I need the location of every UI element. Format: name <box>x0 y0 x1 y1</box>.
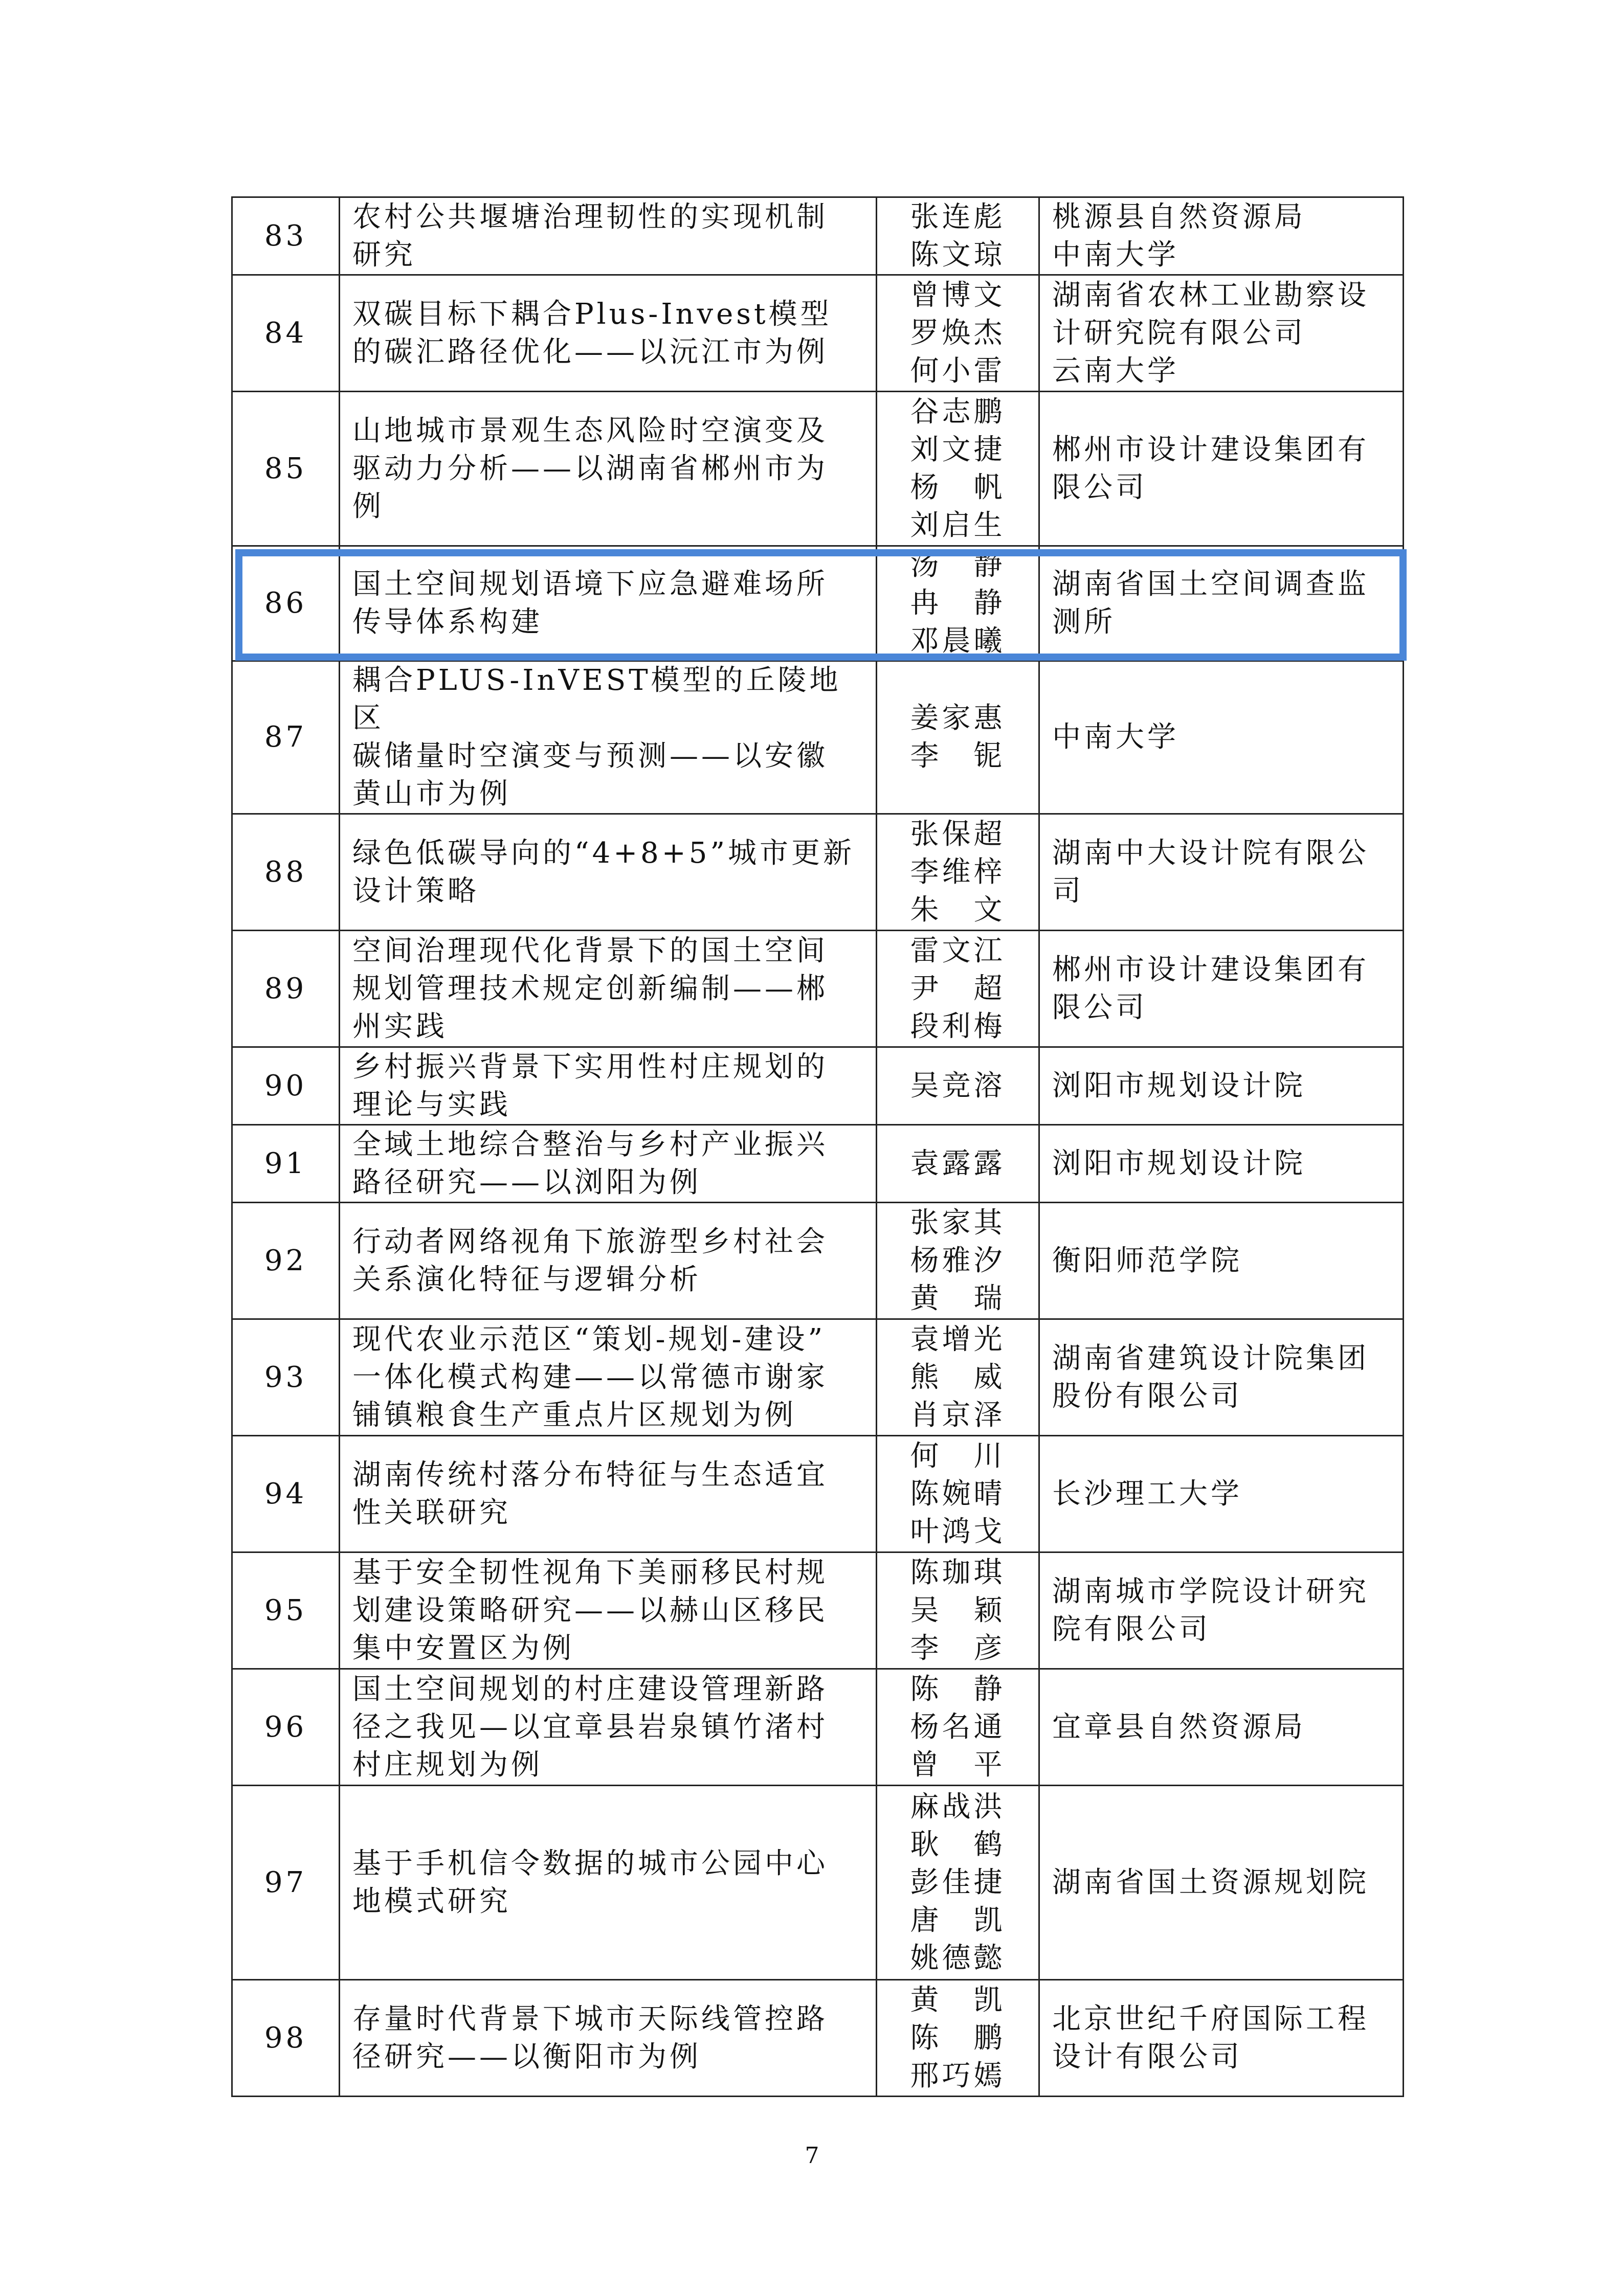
authors-line: 耿 鹤 <box>910 1828 1006 1861</box>
authors-line: 熊 威 <box>910 1360 1006 1394</box>
authors-cell <box>877 1786 1039 1980</box>
table-row <box>232 275 1404 392</box>
authors-line: 段利梅 <box>910 1009 1006 1043</box>
organization-cell <box>1039 1125 1404 1203</box>
authors-line: 陈文琼 <box>910 238 1006 272</box>
authors-cell <box>877 275 1039 392</box>
row-number-cell: 98 <box>232 1980 340 2097</box>
authors-cell <box>877 392 1039 546</box>
organization-cell <box>1039 1436 1404 1552</box>
paper-title-line: 性关联研究 <box>352 1496 511 1529</box>
authors-line: 何 川 <box>910 1439 1006 1473</box>
paper-title-line: 的碳汇路径优化——以沅江市为例 <box>352 335 828 369</box>
organization-line: 股份有限公司 <box>1052 1379 1242 1413</box>
organization-cell <box>1039 814 1404 931</box>
authors-cell <box>877 197 1039 275</box>
paper-title-line: 路径研究——以浏阳为例 <box>352 1165 701 1199</box>
table-row <box>232 814 1404 931</box>
paper-title-line: 双碳目标下耦合Plus-Invest模型 <box>352 297 832 331</box>
paper-title-cell <box>340 1980 877 2097</box>
paper-title-cell <box>340 1319 877 1436</box>
authors-cell <box>877 661 1039 814</box>
authors-line: 朱 文 <box>910 893 1006 927</box>
organization-line: 湖南省国土资源规划院 <box>1052 1865 1369 1899</box>
organization-line: 郴州市设计建设集团有 <box>1052 433 1369 466</box>
organization-line: 宜章县自然资源局 <box>1052 1710 1306 1744</box>
organization-line: 设计有限公司 <box>1052 2040 1242 2074</box>
paper-title-line: 关系演化特征与逻辑分析 <box>352 1263 701 1296</box>
authors-cell <box>877 1203 1039 1319</box>
row-number-cell: 89 <box>232 931 340 1047</box>
authors-line: 麻战洪 <box>910 1790 1006 1824</box>
organization-line: 湖南省建筑设计院集团 <box>1052 1341 1369 1375</box>
organization-line: 衡阳师范学院 <box>1052 1244 1242 1277</box>
organization-line: 云南大学 <box>1052 354 1179 388</box>
authors-line: 杨 帆 <box>910 470 1006 504</box>
organization-cell <box>1039 1203 1404 1319</box>
authors-line: 罗焕杰 <box>910 316 1006 350</box>
row-number-cell: 86 <box>232 546 340 661</box>
authors-line: 何小雷 <box>910 354 1006 388</box>
paper-title-line: 基于安全韧性视角下美丽移民村规 <box>352 1556 828 1589</box>
table-row <box>232 1047 1404 1125</box>
row-number-cell: 93 <box>232 1319 340 1436</box>
organization-line: 浏阳市规划设计院 <box>1052 1146 1306 1180</box>
authors-line: 李 铌 <box>910 739 1006 773</box>
organization-line: 郴州市设计建设集团有 <box>1052 953 1369 986</box>
paper-title-line: 存量时代背景下城市天际线管控路 <box>352 2002 828 2036</box>
organization-cell <box>1039 1319 1404 1436</box>
organization-line: 限公司 <box>1052 991 1147 1024</box>
table-row <box>232 1669 1404 1786</box>
paper-title-cell <box>340 392 877 546</box>
paper-title-line: 耦合PLUS-InVEST模型的丘陵地区 <box>352 664 841 735</box>
row-number-cell: 95 <box>232 1552 340 1669</box>
row-number-cell: 85 <box>232 392 340 546</box>
paper-title-line: 例 <box>352 489 384 523</box>
authors-line: 冉 静 <box>910 587 1006 620</box>
authors-line: 彭佳捷 <box>910 1865 1006 1899</box>
authors-line: 谷志鹏 <box>910 395 1006 429</box>
authors-line: 黄 凯 <box>910 1983 1006 2017</box>
authors-line: 袁露露 <box>910 1146 1006 1180</box>
paper-title-cell <box>340 931 877 1047</box>
table-body <box>232 197 1404 2097</box>
row-number-cell: 87 <box>232 661 340 814</box>
row-number-cell: 83 <box>232 197 340 275</box>
organization-line: 桃源县自然资源局 <box>1052 200 1306 234</box>
row-number-cell: 94 <box>232 1436 340 1552</box>
paper-title-line: 行动者网络视角下旅游型乡村社会 <box>352 1225 828 1258</box>
authors-cell <box>877 1552 1039 1669</box>
paper-title-line: 铺镇粮食生产重点片区规划为例 <box>352 1398 796 1432</box>
table-row <box>232 1980 1404 2097</box>
row-number-cell: 88 <box>232 814 340 931</box>
paper-title-line: 集中安置区为例 <box>352 1631 574 1665</box>
paper-title-line: 设计策略 <box>352 874 479 908</box>
paper-title-cell <box>340 1436 877 1552</box>
paper-title-line: 驱动力分析——以湖南省郴州市为 <box>352 452 828 485</box>
row-number-cell: 91 <box>232 1125 340 1203</box>
table-row <box>232 1436 1404 1552</box>
paper-title-line: 全域土地综合整治与乡村产业振兴 <box>352 1128 828 1161</box>
authors-line: 李 彦 <box>910 1631 1006 1665</box>
organization-line: 限公司 <box>1052 470 1147 504</box>
organization-cell <box>1039 546 1404 661</box>
table-row <box>232 197 1404 275</box>
organization-cell <box>1039 197 1404 275</box>
authors-cell <box>877 546 1039 661</box>
authors-line: 张连彪 <box>910 200 1006 234</box>
organization-cell <box>1039 931 1404 1047</box>
authors-line: 张保超 <box>910 817 1006 851</box>
table-row <box>232 1786 1404 1980</box>
authors-line: 陈婉晴 <box>910 1477 1006 1511</box>
paper-title-line: 黄山市为例 <box>352 777 511 811</box>
authors-line: 邓晨曦 <box>910 624 1006 658</box>
table-row <box>232 1203 1404 1319</box>
paper-title-cell <box>340 275 877 392</box>
organization-line: 中南大学 <box>1052 721 1179 754</box>
organization-cell <box>1039 1786 1404 1980</box>
row-number-cell: 90 <box>232 1047 340 1125</box>
authors-line: 黄 瑞 <box>910 1281 1006 1315</box>
paper-title-cell <box>340 1552 877 1669</box>
table-row <box>232 1319 1404 1436</box>
paper-title-line: 绿色低碳导向的“4+8+5”城市更新 <box>352 836 855 870</box>
authors-line: 雷文江 <box>910 934 1006 967</box>
paper-title-cell <box>340 661 877 814</box>
organization-line: 湖南省国土空间调查监 <box>1052 568 1369 601</box>
organization-line: 湖南省农林工业勘察设 <box>1052 278 1369 312</box>
authors-line: 吴竞溶 <box>910 1069 1006 1102</box>
paper-title-line: 传导体系构建 <box>352 605 543 639</box>
authors-line: 李维梓 <box>910 855 1006 889</box>
organization-line: 司 <box>1052 874 1084 908</box>
organization-line: 院有限公司 <box>1052 1612 1211 1646</box>
organization-line: 浏阳市规划设计院 <box>1052 1069 1306 1102</box>
paper-title-line: 规划管理技术规定创新编制——郴 <box>352 972 828 1005</box>
paper-title-line: 碳储量时空演变与预测——以安徽 <box>352 739 828 773</box>
authors-line: 刘启生 <box>910 508 1006 542</box>
authors-line: 肖京泽 <box>910 1398 1006 1432</box>
table-row <box>232 392 1404 546</box>
paper-title-cell <box>340 814 877 931</box>
paper-title-line: 国土空间规划的村庄建设管理新路 <box>352 1672 828 1706</box>
paper-title-cell <box>340 1125 877 1203</box>
paper-title-line: 研究 <box>352 238 416 272</box>
page-number: 7 <box>805 2143 819 2169</box>
authors-line: 曾博文 <box>910 278 1006 312</box>
authors-line: 尹 超 <box>910 972 1006 1005</box>
authors-cell <box>877 1047 1039 1125</box>
row-number-cell: 96 <box>232 1669 340 1786</box>
authors-cell <box>877 814 1039 931</box>
row-number-cell: 84 <box>232 275 340 392</box>
award-list-table <box>231 196 1404 2097</box>
paper-title-cell <box>340 1047 877 1125</box>
authors-cell <box>877 1125 1039 1203</box>
authors-cell <box>877 1436 1039 1552</box>
row-number-cell: 97 <box>232 1786 340 1980</box>
authors-cell <box>877 1980 1039 2097</box>
table-row <box>232 1125 1404 1203</box>
table-row <box>232 661 1404 814</box>
paper-title-line: 划建设策略研究——以赫山区移民 <box>352 1593 828 1627</box>
organization-line: 测所 <box>1052 605 1116 639</box>
authors-line: 唐 凯 <box>910 1903 1006 1937</box>
authors-line: 叶鸿戈 <box>910 1515 1006 1548</box>
paper-title-line: 农村公共堰塘治理韧性的实现机制 <box>352 200 828 234</box>
authors-line: 汤 静 <box>910 549 1006 582</box>
organization-cell <box>1039 1669 1404 1786</box>
organization-line: 计研究院有限公司 <box>1052 316 1306 350</box>
paper-title-cell <box>340 1203 877 1319</box>
organization-line: 湖南中大设计院有限公 <box>1052 836 1369 870</box>
paper-title-line: 径研究——以衡阳市为例 <box>352 2040 701 2074</box>
authors-line: 姚德懿 <box>910 1941 1006 1975</box>
row-number-cell: 92 <box>232 1203 340 1319</box>
paper-title-line: 一体化模式构建——以常德市谢家 <box>352 1360 828 1394</box>
organization-cell <box>1039 392 1404 546</box>
organization-line: 中南大学 <box>1052 238 1179 272</box>
authors-line: 陈 鹏 <box>910 2021 1006 2055</box>
organization-cell <box>1039 1980 1404 2097</box>
authors-line: 陈珈琪 <box>910 1556 1006 1589</box>
table-row <box>232 1552 1404 1669</box>
authors-line: 陈 静 <box>910 1672 1006 1706</box>
authors-line: 袁增光 <box>910 1322 1006 1356</box>
table-row <box>232 546 1404 661</box>
authors-cell <box>877 1669 1039 1786</box>
paper-title-line: 理论与实践 <box>352 1088 511 1121</box>
organization-line: 北京世纪千府国际工程 <box>1052 2002 1369 2036</box>
paper-title-line: 空间治理现代化背景下的国土空间 <box>352 934 828 967</box>
organization-cell <box>1039 661 1404 814</box>
table-row <box>232 931 1404 1047</box>
paper-title-line: 山地城市景观生态风险时空演变及 <box>352 414 828 447</box>
organization-cell <box>1039 1552 1404 1669</box>
organization-cell <box>1039 275 1404 392</box>
paper-title-cell <box>340 1786 877 1980</box>
paper-title-line: 现代农业示范区“策划-规划-建设” <box>352 1322 826 1356</box>
authors-line: 张家其 <box>910 1206 1006 1240</box>
paper-title-line: 州实践 <box>352 1009 448 1043</box>
paper-title-cell <box>340 197 877 275</box>
authors-line: 姜家惠 <box>910 702 1006 735</box>
paper-title-line: 径之我见—以宜章县岩泉镇竹渚村 <box>352 1710 828 1744</box>
organization-line: 湖南城市学院设计研究 <box>1052 1574 1369 1608</box>
authors-cell <box>877 1319 1039 1436</box>
authors-line: 曾 平 <box>910 1748 1006 1782</box>
authors-line: 吴 颖 <box>910 1593 1006 1627</box>
paper-title-line: 湖南传统村落分布特征与生态适宜 <box>352 1458 828 1492</box>
paper-title-cell <box>340 1669 877 1786</box>
paper-title-line: 村庄规划为例 <box>352 1748 543 1782</box>
paper-title-line: 基于手机信令数据的城市公园中心 <box>352 1847 828 1880</box>
authors-line: 刘文捷 <box>910 433 1006 466</box>
paper-title-line: 地模式研究 <box>352 1884 511 1918</box>
organization-line: 长沙理工大学 <box>1052 1477 1242 1511</box>
authors-line: 杨雅汐 <box>910 1244 1006 1277</box>
organization-cell <box>1039 1047 1404 1125</box>
authors-cell <box>877 931 1039 1047</box>
paper-title-line: 国土空间规划语境下应急避难场所 <box>352 568 828 601</box>
paper-title-cell <box>340 546 877 661</box>
authors-line: 邢巧嫣 <box>910 2059 1006 2092</box>
authors-line: 杨名通 <box>910 1710 1006 1744</box>
paper-title-line: 乡村振兴背景下实用性村庄规划的 <box>352 1050 828 1084</box>
